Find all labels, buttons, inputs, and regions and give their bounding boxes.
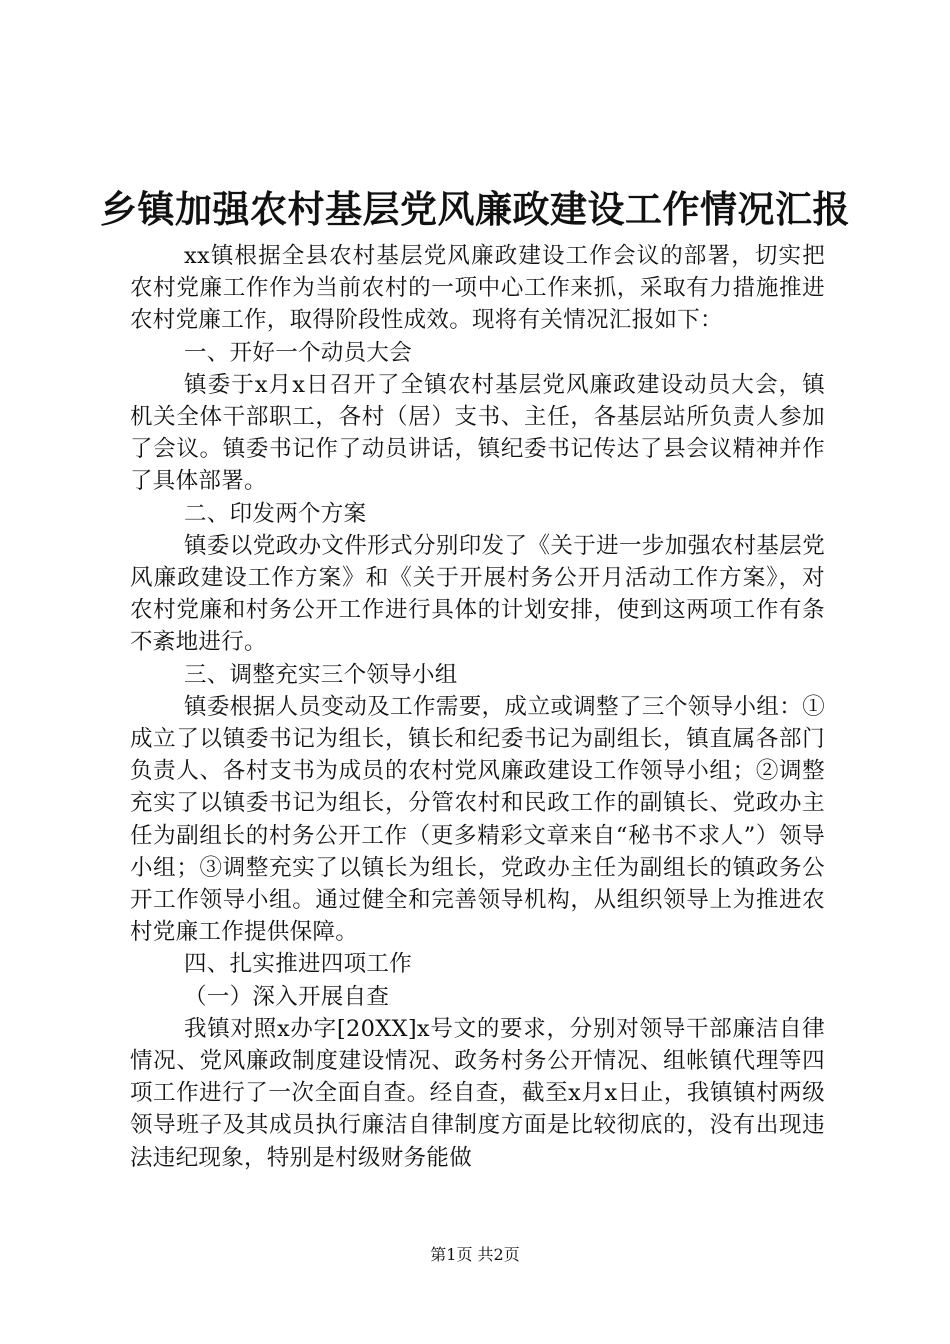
paragraph-section-2: 镇委以党政办文件形式分别印发了《关于进一步加强农村基层党风廉政建设工作方案》和《关于开展村务公开月活动工作方案》，对农村党廉和村务公开工作进行具体的计划安排，使到这两项工作有条不紊地进行。: [130, 532, 825, 656]
document-title: 乡镇加强农村基层党风廉政建设工作情况汇报: [100, 187, 850, 231]
paragraph-intro: xx镇根据全县农村基层党风廉政建设工作会议的部署，切实把农村党廉工作作为当前农村的一项中心工作来抓，采取有力措施推进农村党廉工作，取得阶段性成效。现将有关情况汇报如下：: [130, 243, 825, 334]
section-heading-1: 一、开好一个动员大会: [184, 339, 413, 366]
section-heading-4: 四、扎实推进四项工作: [184, 951, 413, 978]
document-body: [130, 240, 825, 1174]
page-footer: 第1页 共2页: [430, 1245, 520, 1264]
paragraph-section-1: 镇委于x月x日召开了全镇农村基层党风廉政建设动员大会，镇机关全体干部职工，各村（居）支书、主任，各基层站所负责人参加了会议。镇委书记作了动员讲话，镇纪委书记传达了县会议精神并作了具体部署。: [130, 371, 825, 495]
section-heading-3: 三、调整充实三个领导小组: [184, 661, 458, 688]
paragraph-subsection-4-1: 我镇对照x办字[20XX]x号文的要求，分别对领导干部廉洁自律情况、党风廉政制度建设情况、政务村务公开情况、组帐镇代理等四项工作进行了一次全面自查。经自查，截至x月x日止，我镇镇村两级领导班子及其成员执行廉洁自律制度方面是比较彻底的，没有出现违法违纪现象，特别是村级财务能做: [130, 1015, 825, 1171]
subsection-heading-4-1: （一）深入开展自查: [184, 983, 390, 1010]
paragraph-section-3: 镇委根据人员变动及工作需要，成立或调整了三个领导小组：①成立了以镇委书记为组长，镇长和纪委书记为副组长，镇直属各部门负责人、各村支书为成员的农村党风廉政建设工作领导小组；②调整充实了以镇委书记为组长，分管农村和民政工作的副镇长、党政办主任为副组长的村务公开工作（更多精彩文章来自“秘书不求人”）领导小组；③调整充实了以镇长为组长，党政办主任为副组长的镇政务公开工作领导小组。通过健全和完善领导机构，从组织领导上为推进农村党廉工作提供保障。: [130, 693, 825, 946]
section-heading-2: 二、印发两个方案: [184, 500, 367, 527]
